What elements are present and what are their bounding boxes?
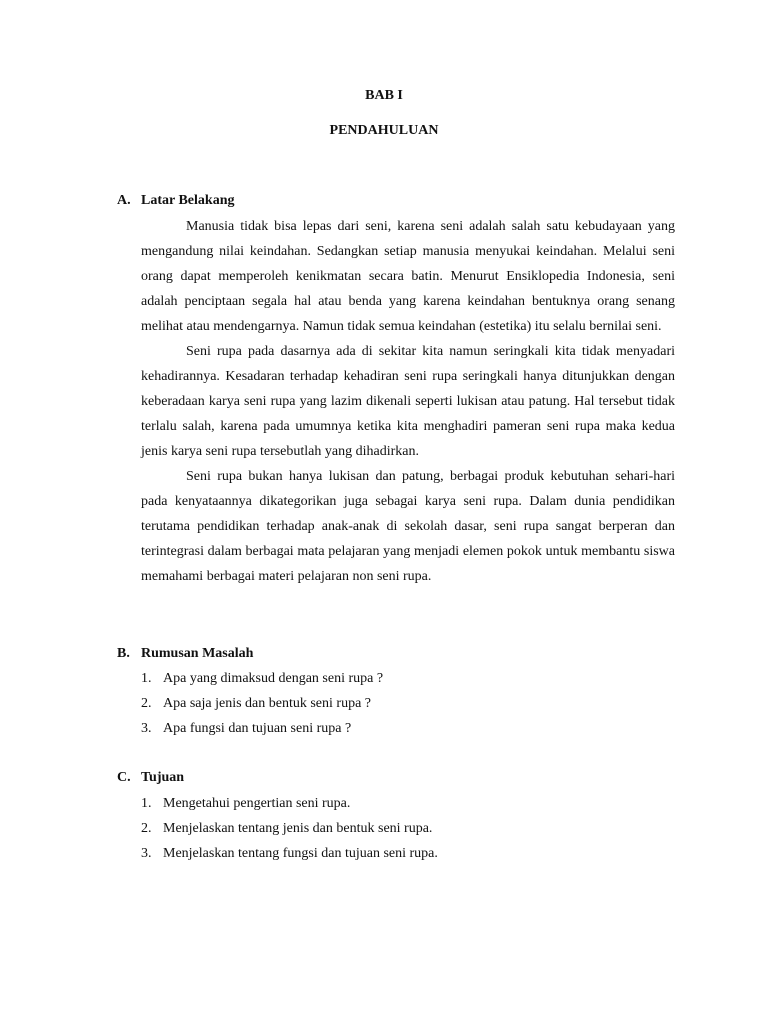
problem-list — [141, 666, 383, 741]
list-text: Mengetahui pengertian seni rupa. — [163, 796, 351, 811]
section-a-heading — [117, 193, 234, 209]
list-text: Apa fungsi dan tujuan seni rupa ? — [163, 721, 352, 736]
list-text: Apa yang dimaksud dengan seni rupa ? — [163, 671, 384, 686]
section-b-heading — [117, 646, 253, 662]
list-item — [141, 691, 383, 716]
list-number: 3. — [141, 846, 152, 861]
section-c-heading — [117, 770, 184, 786]
paragraph-1: Manusia tidak bisa lepas dari seni, karena seni adalah salah satu kebudayaan yang mengandung nilai keindahan. Sedangkan setiap manusia menyukai keindahan. Melalui seni orang dapat memperoleh kenikmatan secara batin. Menurut Ensiklopedia Indonesia, seni adalah penciptaan segala hal atau benda yang karena keindahan bentuknya orang senang melihat atau mendengarnya. Namun tidak semua keindahan (estetika) itu selalu bernilai seni. — [141, 219, 675, 334]
chapter-title: PENDAHULUAN — [329, 123, 439, 138]
paragraph-3: Seni rupa bukan hanya lukisan dan patung, berbagai produk kebutuhan sehari-hari pada kenyataannya dikategorikan juga sebagai karya seni rupa. Dalam dunia pendidikan terutama pendidikan terhadap anak-anak di sekolah dasar, seni rupa sangat berperan dan terintegrasi dalam berbagai mata pelajaran yang menjadi elemen pokok untuk membantu siswa memahami berbagai materi pelajaran non seni rupa. — [141, 469, 675, 584]
section-c-title: Tujuan — [141, 770, 185, 785]
list-number: 1. — [141, 796, 152, 811]
list-item — [141, 841, 438, 866]
list-text: Menjelaskan tentang jenis dan bentuk seni rupa. — [163, 821, 433, 836]
section-a-title: Latar Belakang — [141, 193, 235, 208]
section-a-letter: A. — [117, 193, 131, 208]
list-number: 2. — [141, 821, 152, 836]
section-a-body — [141, 214, 675, 589]
objective-list — [141, 791, 438, 866]
section-b-title: Rumusan Masalah — [141, 646, 254, 661]
paragraph-2: Seni rupa pada dasarnya ada di sekitar kita namun seringkali kita tidak menyadari kehadirannya. Kesadaran terhadap kehadiran seni rupa seringkali hanya ditunjukkan dengan keberadaan karya seni rupa yang lazim dikenali seperti lukisan atau patung. Hal tersebut tidak terlalu salah, karena pada umumnya ketika kita menghadiri pameran seni rupa maka kedua jenis karya seni rupa tersebutlah yang dihadirkan. — [141, 344, 675, 459]
list-number: 3. — [141, 721, 152, 736]
list-number: 1. — [141, 671, 152, 686]
section-c-letter: C. — [117, 770, 131, 785]
list-text: Apa saja jenis dan bentuk seni rupa ? — [163, 696, 371, 711]
chapter-number: BAB I — [365, 88, 403, 103]
list-item — [141, 816, 438, 841]
section-b-letter: B. — [117, 646, 130, 661]
list-item — [141, 791, 438, 816]
list-number: 2. — [141, 696, 152, 711]
list-item — [141, 666, 383, 691]
list-item — [141, 716, 383, 741]
list-text: Menjelaskan tentang fungsi dan tujuan seni rupa. — [163, 846, 438, 861]
